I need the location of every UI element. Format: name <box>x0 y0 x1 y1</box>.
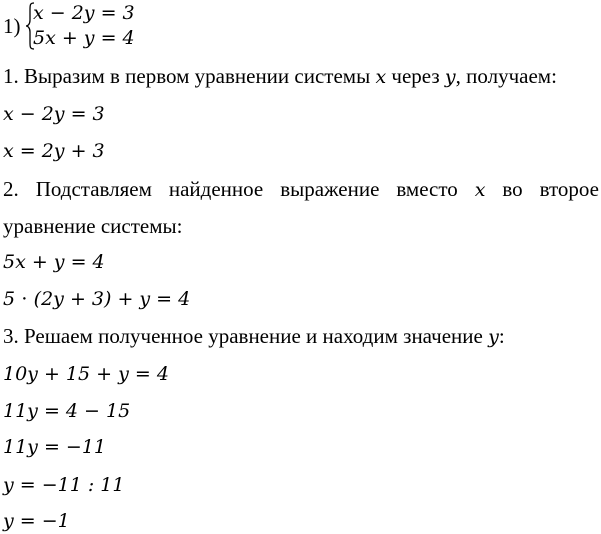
step-2-equation-1: 5x + y = 4 <box>3 251 105 273</box>
step-2-word: 2. <box>3 177 19 201</box>
step-2-word: во <box>502 177 523 201</box>
step-2-word: вместо <box>396 177 458 201</box>
step-2-word: Подставляем <box>35 177 152 201</box>
step-3-equation-5: y = −1 <box>3 510 70 532</box>
step-2-text-line-2: уравнение системы: <box>3 214 183 238</box>
step-3-var-y: y <box>488 326 499 348</box>
equation-system <box>3 2 203 52</box>
step-3-equation-2: 11y = 4 − 15 <box>3 400 131 422</box>
step-2-word: найденное <box>168 177 264 201</box>
step-3-equation-4: y = −11 : 11 <box>3 474 125 496</box>
step-3-equation-3: 11y = −11 <box>3 436 107 458</box>
step-1-var-y: y <box>444 66 456 88</box>
step-2-text-line-1 <box>3 179 599 200</box>
step-2-word: второе <box>539 177 599 201</box>
step-3-text-part: 3. Решаем полученное уравнение и находим значение <box>3 324 489 348</box>
step-1-text-part: , получаем: <box>455 64 557 88</box>
step-1-var-x: x <box>375 66 387 88</box>
step-1-text-part: 1. Выразим в первом уравнении системы <box>3 64 376 88</box>
step-2-equation-2: 5 ⋅ (2y + 3) + y = 4 <box>3 288 191 310</box>
problem-number: 1) <box>3 14 21 38</box>
step-3-text-part: : <box>498 324 505 348</box>
step-2-var-x: x <box>474 179 486 201</box>
system-equation-2: 5x + y = 4 <box>33 27 135 49</box>
step-1-text <box>3 66 557 87</box>
step-1-equation-1: x − 2y = 3 <box>3 103 105 125</box>
step-3-text <box>3 326 505 347</box>
step-1-equation-2: x = 2y + 3 <box>3 140 105 162</box>
step-3-equation-1: 10y + 15 + y = 4 <box>3 363 169 385</box>
system-equation-1: x − 2y = 3 <box>33 2 135 24</box>
step-1-text-part: через <box>386 64 445 88</box>
step-2-word: выражение <box>280 177 380 201</box>
